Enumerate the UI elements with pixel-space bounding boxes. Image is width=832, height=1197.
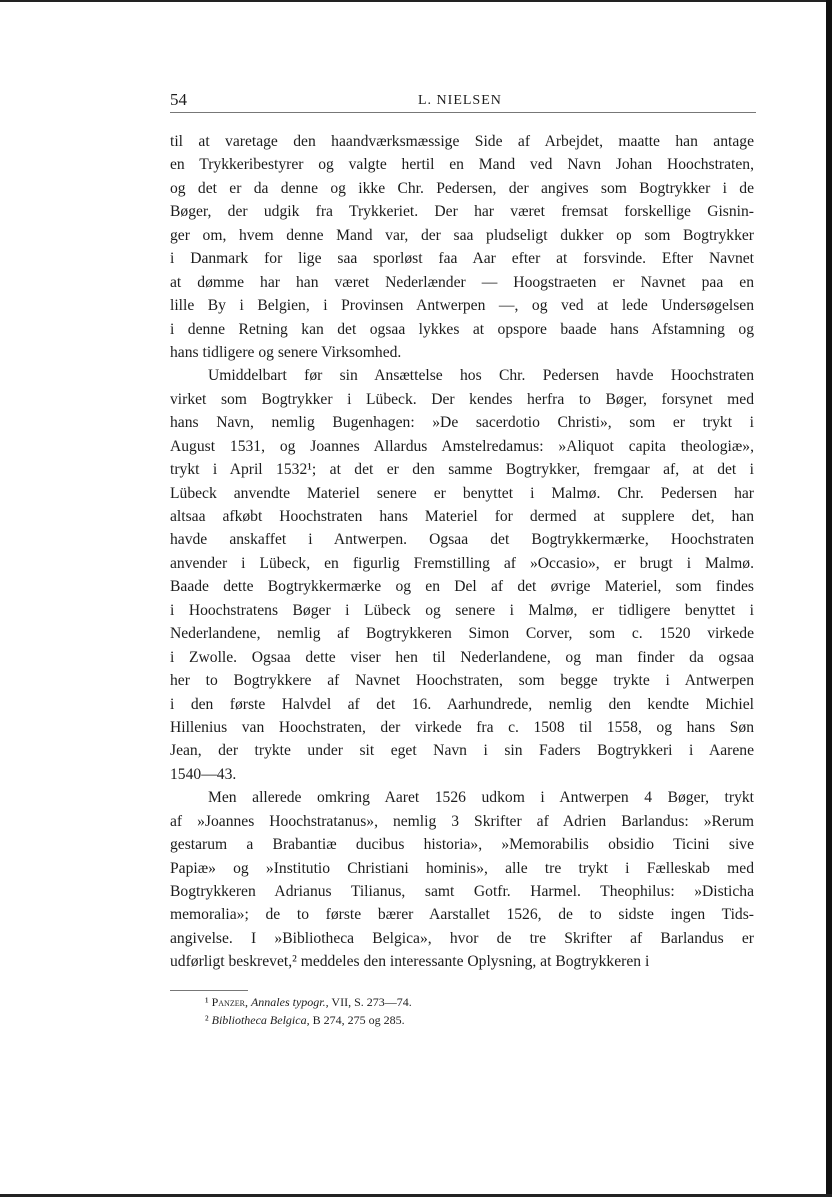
- paragraph: [170, 130, 754, 364]
- text-line: ger om, hvem denne Mand var, der saa pludseligt dukker op som Bogtrykker: [170, 226, 754, 244]
- text-line: i Danmark for lige saa sporløst faa Aar efter at forsvinde. Efter Navnet: [170, 250, 754, 268]
- text-line: Baade dette Bogtrykkermærke og en Del af det øvrige Materiel, som findes: [170, 578, 754, 596]
- text-line: 1540—43.: [170, 765, 237, 783]
- footnote-mark: ²: [205, 1013, 209, 1027]
- text-line: Bogtrykkeren Adrianus Tilianus, samt Gotfr. Harmel. Theophilus: »Disticha: [170, 883, 754, 900]
- text-line: udførligt beskrevet,² meddeles den interessante Oplysning, at Bogtrykkeren i: [170, 953, 650, 971]
- text-line: Men allerede omkring Aaret 1526 udkom i Antwerpen 4 Bøger, trykt: [208, 789, 754, 807]
- text-line: lille By i Belgien, i Provinsen Antwerpen —, og ved at lede Undersøgelsen: [170, 297, 754, 315]
- text-line: August 1531, og Joannes Allardus Amstelredamus: »Aliquot capita theologiæ»,: [170, 437, 754, 455]
- text-line: og det er da denne og ikke Chr. Pedersen, der angives som Bogtrykker i de: [170, 179, 754, 197]
- paragraph: [170, 364, 754, 786]
- text-line: Hillenius van Hoochstraten, der virkede fra c. 1508 til 1558, og hans Søn: [170, 718, 754, 736]
- text-line: i denne Retning kan det ogsaa lykkes at opspore baade hans Afstamning og: [170, 320, 754, 338]
- footnote-rest: VII, S. 273—74.: [331, 995, 412, 1009]
- page-number: 54: [170, 90, 187, 109]
- footnote-rule: [170, 990, 248, 991]
- text-line: Papiæ» og »Institutio Christiani hominis», alle tre trykt i Fælleskab med: [170, 859, 754, 877]
- footnote-mark: ¹: [205, 995, 209, 1009]
- footnote: [205, 1011, 605, 1029]
- text-line: Lübeck anvendte Materiel senere er benyttet i Malmø. Chr. Pedersen har: [170, 484, 754, 502]
- scan-edge-right: [826, 0, 832, 1197]
- page-header: [170, 90, 756, 112]
- text-line: gestarum a Brabantiæ ducibus historia», »Memorabilis obsidio Ticini sive: [170, 836, 754, 854]
- scan-edge-top: [0, 0, 832, 2]
- text-line: virket som Bogtrykker i Lübeck. Der kendes herfra to Bøger, forsynet med: [170, 390, 754, 408]
- text-line: Bøger, der udgik fra Trykkeriet. Der har været fremsat forskellige Gisnin-: [170, 203, 754, 221]
- text-line: en Trykkeribestyrer og valgte hertil en Mand ved Navn Johan Hoochstraten,: [170, 156, 754, 174]
- text-line: altsaa afkøbt Hoochstraten hans Materiel for dermed at supplere det, han: [170, 508, 754, 525]
- text-line: i den første Halvdel af det 16. Aarhundrede, nemlig den kendte Michiel: [170, 695, 754, 713]
- text-line: til at varetage den haandværksmæssige Side af Arbejdet, maatte han antage: [170, 133, 754, 150]
- text-line: havde anskaffet i Antwerpen. Ogsaa det Bogtrykkermærke, Hoochstraten: [170, 531, 754, 549]
- text-line: Umiddelbart før sin Ansættelse hos Chr. Pedersen havde Hoochstraten: [208, 367, 754, 385]
- text-line: af »Joannes Hoochstratanus», nemlig 3 Skrifter af Adrien Barlandus: »Rerum: [170, 812, 754, 830]
- text-line: at dømme har han været Nederlænder — Hoogstraeten er Navnet paa en: [170, 273, 754, 291]
- text-line: anvender i Lübeck, en figurlig Fremstilling af »Occasio», er brugt i Malmø.: [170, 554, 754, 572]
- paragraph: [170, 786, 754, 974]
- running-head: L. NIELSEN: [418, 93, 502, 108]
- text-line: i Hoochstratens Bøger i Lübeck og senere i Malmø, er tidligere benyttet i: [170, 601, 754, 619]
- body-text: [170, 130, 754, 974]
- text-line: hans tidligere og senere Virksomhed.: [170, 343, 402, 361]
- footnote-title: Annales typogr.,: [250, 995, 329, 1009]
- footnotes: [205, 993, 605, 1029]
- text-line: Nederlandene, nemlig af Bogtrykkeren Simon Corver, som c. 1520 virkede: [170, 625, 754, 643]
- footnote-title: Bibliotheca Belgica,: [211, 1013, 310, 1027]
- text-line: angivelse. I »Bibliotheca Belgica», hvor de tre Skrifter af Barlandus er: [170, 929, 754, 947]
- text-line: Jean, der trykte under sit eget Navn i sin Faders Bogtrykkeri i Aarene: [170, 742, 754, 760]
- header-rule: [170, 112, 756, 113]
- text-line: trykt i April 1532¹; at det er den samme Bogtrykker, fremgaar af, at det i: [170, 461, 754, 479]
- text-line: her to Bogtrykkere af Navnet Hoochstraten, som begge trykte i Antwerpen: [170, 672, 754, 690]
- footnote-author: Panzer,: [211, 995, 248, 1009]
- footnote: [205, 993, 605, 1011]
- text-line: hans Navn, nemlig Bugenhagen: »De sacerdotio Christi», som er trykt i: [170, 414, 754, 432]
- text-line: i Zwolle. Ogsaa dette viser hen til Nederlandene, og man finder da ogsaa: [170, 648, 754, 666]
- footnote-rest: B 274, 275 og 285.: [312, 1013, 405, 1027]
- text-line: memoralia»; de to første bærer Aarstallet 1526, de to sidste ingen Tids-: [170, 906, 754, 924]
